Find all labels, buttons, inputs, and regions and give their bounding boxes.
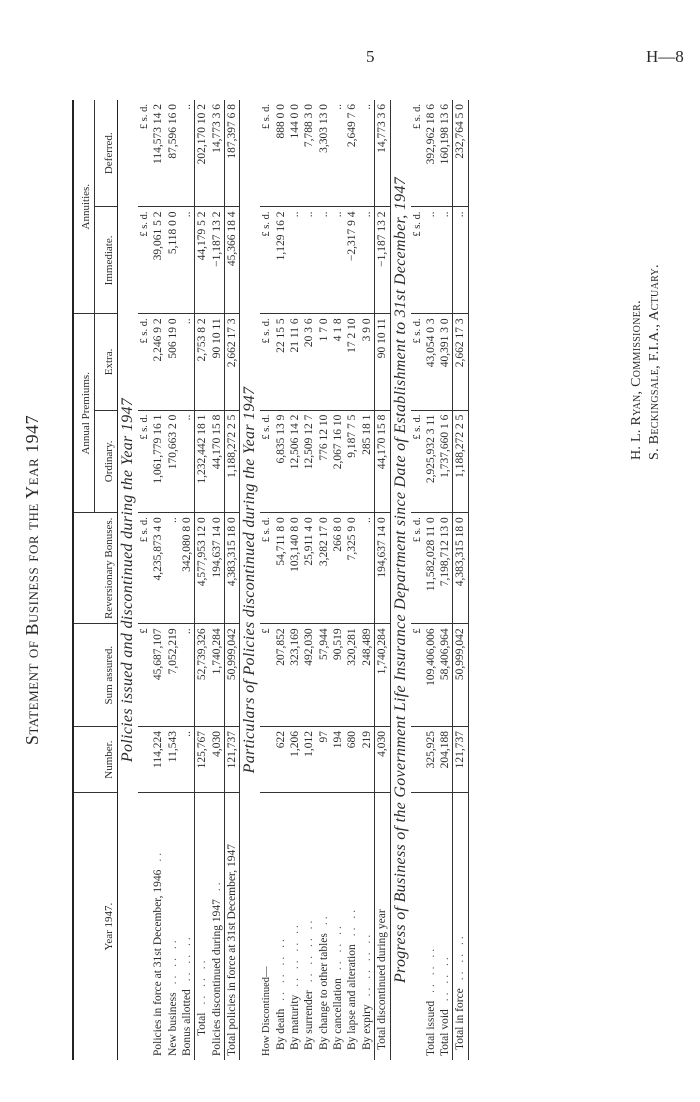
cell-number: 219	[360, 726, 375, 792]
cell-sum: ..	[180, 624, 195, 727]
cell-extra: 90 10 11	[210, 314, 225, 410]
cell-sum: 90,519	[331, 624, 345, 727]
cell-extra: 43,054 0 3	[424, 314, 438, 410]
row-label: By cancellation	[332, 978, 344, 1050]
cell-immediate: ..	[302, 207, 316, 314]
cell-bonus: 342,080 8 0	[180, 513, 195, 624]
unit-label: £ s. d.	[138, 513, 151, 624]
cell-bonus: 4,235,873 4 0	[151, 513, 165, 624]
cell-extra: ..	[180, 314, 195, 410]
table-row	[210, 100, 225, 1060]
row-label: New business	[166, 992, 179, 1056]
section-2-heading: Particulars of Policies discontinued during the Year 1947	[241, 386, 259, 774]
cell-immediate: ..	[360, 207, 375, 314]
row-label: Policies discontinued during 1947	[210, 899, 223, 1056]
cell-sum: 50,999,042	[453, 624, 468, 727]
cell-deferred: ..	[180, 100, 195, 207]
unit-label: £ s. d.	[411, 207, 424, 314]
group-annuities: Annuities.	[73, 100, 95, 314]
cell-bonus: 7,198,712 13 0	[438, 513, 453, 624]
unit-label: £ s. d.	[260, 100, 273, 207]
row-label: How Discontinued—	[261, 966, 273, 1056]
cell-bonus: 4,577,953 12 0	[195, 513, 210, 624]
statement-table	[72, 100, 469, 1060]
cell-number: 680	[345, 726, 359, 792]
group-annual-premiums: Annual Premiums.	[73, 314, 95, 513]
cell-immediate: ..	[317, 207, 331, 314]
cell-number: 125,767	[195, 726, 210, 792]
cell-immediate: −1,187 13 2	[210, 207, 225, 314]
cell-extra: 2,662 17 3	[225, 314, 240, 410]
cell-deferred: ..	[331, 100, 345, 207]
cell-extra: 3 9 0	[360, 314, 375, 410]
cell-bonus: 25,911 4 0	[302, 513, 316, 624]
row-label: By surrender	[303, 990, 316, 1050]
leader-dots: ..	[317, 913, 330, 926]
table-row	[453, 100, 468, 1060]
cell-bonus: 4,383,315 18 0	[453, 513, 468, 624]
cell-sum: 248,489	[360, 624, 375, 727]
unit-label: £ s. d.	[411, 410, 424, 513]
cell-number: 4,030	[375, 726, 390, 792]
table-row	[424, 100, 438, 1060]
table-row	[151, 100, 165, 1060]
leader-dots: ..	[210, 879, 223, 892]
statement-title: Statement of Business for the Year 1947	[22, 414, 42, 746]
cell-deferred: 144 0 0	[288, 100, 302, 207]
cell-extra: 506 19 0	[166, 314, 180, 410]
cell-sum: 1,740,284	[375, 624, 390, 727]
cell-bonus: 7,325 9 0	[345, 513, 359, 624]
unit-label: £	[411, 624, 424, 727]
unit-label: £ s. d.	[138, 410, 151, 513]
cell-bonus: ..	[166, 513, 180, 624]
leader-dots: ..	[152, 849, 165, 862]
cell-ordinary: 1,737,660 1 6	[438, 410, 453, 513]
row-label: Total policies in force at 31st December, 1947	[225, 793, 240, 1060]
table-row	[331, 100, 345, 1060]
row-label: Total issued	[424, 1000, 437, 1056]
cell-number: ..	[180, 726, 195, 792]
cell-number: 11,543	[166, 726, 180, 792]
unit-label: £ s. d.	[138, 100, 151, 207]
unit-label: £ s. d.	[260, 410, 273, 513]
cell-bonus: 4,383,315 18 0	[225, 513, 240, 624]
unit-label: £	[138, 624, 151, 727]
unit-label: £ s. d.	[411, 314, 424, 410]
cell-deferred: 14,773 3 6	[375, 100, 390, 207]
leader-dots: .. .. ..	[424, 945, 437, 993]
cell-ordinary: 2,925,932 3 11	[424, 410, 438, 513]
leader-dots: .. .. ..	[196, 957, 209, 1005]
cell-extra: 40,391 3 0	[438, 314, 453, 410]
cell-ordinary: 2,067 16 10	[331, 410, 345, 513]
unit-label: £ s. d.	[411, 513, 424, 624]
cell-sum: 57,944	[317, 624, 331, 727]
cell-number: 622	[274, 726, 288, 792]
col-sum-assured: Sum assured.	[73, 624, 118, 727]
cell-bonus: 3,282 17 0	[317, 513, 331, 624]
table-row	[438, 100, 453, 1060]
cell-sum: 492,030	[302, 624, 316, 727]
cell-bonus: 11,582,028 11 0	[424, 513, 438, 624]
cell-sum: 323,169	[288, 624, 302, 727]
cell-deferred: 114,573 14 2	[151, 100, 165, 207]
row-label: By change to other tables	[317, 933, 330, 1050]
cell-deferred: 7,788 3 0	[302, 100, 316, 207]
col-extra: Extra.	[95, 314, 118, 410]
cell-ordinary: 1,061,779 16 1	[151, 410, 165, 513]
section-1-heading: Policies issued and discontinued during the Year 1947	[119, 397, 136, 763]
leader-dots: .. .. .. ..	[288, 922, 301, 987]
row-label: Total void	[439, 1009, 451, 1056]
cell-deferred: 2,649 7 6	[345, 100, 359, 207]
table-row	[166, 100, 180, 1060]
cell-immediate: ..	[180, 207, 195, 314]
leader-dots: .. .. .. ..	[274, 936, 287, 1001]
page-number: 5	[366, 47, 375, 66]
cell-extra: 2,662 17 3	[453, 314, 468, 410]
cell-ordinary: 170,663 2 0	[166, 410, 180, 513]
cell-ordinary: 285 18 1	[360, 410, 375, 513]
cell-extra: 20 3 6	[302, 314, 316, 410]
cell-bonus: 266 8 0	[331, 513, 345, 624]
cell-deferred: 160,198 13 6	[438, 100, 453, 207]
cell-number: 121,737	[225, 726, 240, 792]
cell-ordinary: 12,506 14 2	[288, 410, 302, 513]
cell-immediate: −1,187 13 2	[375, 207, 390, 314]
cell-extra: 90 10 11	[375, 314, 390, 410]
cell-number: 194	[331, 726, 345, 792]
cell-deferred: 888 0 0	[274, 100, 288, 207]
cell-immediate: ..	[288, 207, 302, 314]
cell-immediate: ..	[424, 207, 438, 314]
cell-deferred: 392,962 18 6	[424, 100, 438, 207]
table-row	[302, 100, 316, 1060]
table-row	[375, 100, 390, 1060]
table-row	[274, 100, 288, 1060]
table-row	[345, 100, 359, 1060]
cell-ordinary: 44,170 15 8	[210, 410, 225, 513]
row-label: Total discontinued during year	[375, 793, 390, 1060]
col-ordinary: Ordinary.	[95, 410, 118, 513]
table-row	[288, 100, 302, 1060]
cell-ordinary: 776 12 10	[317, 410, 331, 513]
cell-sum: 207,852	[274, 624, 288, 727]
cell-extra: 17 2 10	[345, 314, 359, 410]
row-label: By expiry	[360, 1004, 373, 1050]
cell-ordinary: 1,188,272 2 5	[225, 410, 240, 513]
cell-ordinary: 44,170 15 8	[375, 410, 390, 513]
col-deferred: Deferred.	[95, 100, 118, 207]
section-3-heading: Progress of Business of the Government Life Insurance Department since Date of Establishment to 31st December, 1947	[391, 176, 409, 984]
row-label: Total in force	[454, 988, 467, 1050]
cell-immediate: 45,366 18 4	[225, 207, 240, 314]
leader-dots: .. .. ..	[439, 954, 451, 1002]
unit-label: £ s. d.	[260, 314, 273, 410]
cell-deferred: ..	[360, 100, 375, 207]
cell-number: 121,737	[453, 726, 468, 792]
cell-deferred: 14,773 3 6	[210, 100, 225, 207]
cell-extra: 22 15 5	[274, 314, 288, 410]
cell-deferred: 202,170 10 2	[195, 100, 210, 207]
leader-dots: .. .. .. ..	[303, 917, 316, 983]
row-label: By maturity	[288, 994, 301, 1050]
col-year: Year 1947.	[73, 793, 118, 1060]
row-label: By lapse and alteration	[346, 944, 359, 1050]
cell-ordinary: 6,835 13 9	[274, 410, 288, 513]
cell-immediate: 44,179 5 2	[195, 207, 210, 314]
page-reference: H—8	[646, 47, 684, 66]
unit-label: £ s. d.	[260, 207, 273, 314]
leader-dots: .. .. ..	[180, 934, 193, 982]
cell-extra: 2,246 9 2	[151, 314, 165, 410]
signature-commissioner: H. L. Ryan, Commissioner.	[629, 300, 644, 460]
cell-extra: 4 1 8	[331, 314, 345, 410]
cell-immediate: −2,317 9 4	[345, 207, 359, 314]
row-label: Policies in force at 31st December, 1946	[152, 869, 165, 1056]
table-row	[225, 100, 240, 1060]
cell-ordinary: 12,509 12 7	[302, 410, 316, 513]
cell-number: 4,030	[210, 726, 225, 792]
cell-sum: 50,999,042	[225, 624, 240, 727]
table-row	[180, 100, 195, 1060]
table-row	[360, 100, 375, 1060]
cell-sum: 52,739,326	[195, 624, 210, 727]
table-row	[195, 100, 210, 1060]
unit-label: £ s. d.	[138, 207, 151, 314]
col-number: Number.	[73, 726, 118, 792]
unit-label: £ s. d.	[138, 314, 151, 410]
cell-immediate: ..	[438, 207, 453, 314]
cell-immediate: ..	[331, 207, 345, 314]
unit-label: £ s. d.	[411, 100, 424, 207]
leader-dots: .. .. .. ..	[360, 931, 373, 997]
cell-deferred: 232,764 5 0	[453, 100, 468, 207]
cell-bonus: 54,711 8 0	[274, 513, 288, 624]
leader-dots: .. .. ..	[166, 937, 179, 985]
cell-number: 114,224	[151, 726, 165, 792]
cell-ordinary: 1,232,442 18 1	[195, 410, 210, 513]
cell-sum: 7,052,219	[166, 624, 180, 727]
col-immediate: Immediate.	[95, 207, 118, 314]
cell-ordinary: 1,188,272 2 5	[453, 410, 468, 513]
cell-number: 204,188	[438, 726, 453, 792]
row-label: By death	[274, 1008, 287, 1050]
leader-dots: .. .. ..	[454, 933, 467, 981]
rotated-statement	[22, 100, 682, 1060]
cell-extra: 21 11 6	[288, 314, 302, 410]
unit-label: £	[260, 624, 273, 727]
cell-deferred: 87,596 16 0	[166, 100, 180, 207]
cell-sum: 1,740,284	[210, 624, 225, 727]
cell-deferred: 187,397 6 8	[225, 100, 240, 207]
cell-sum: 320,281	[345, 624, 359, 727]
cell-sum: 109,406,006	[424, 624, 438, 727]
row-label: Bonus allotted	[180, 989, 193, 1056]
cell-bonus: 194,637 14 0	[210, 513, 225, 624]
cell-immediate: ..	[453, 207, 468, 314]
table-row	[317, 100, 331, 1060]
cell-ordinary: ..	[180, 410, 195, 513]
cell-immediate: 5,118 0 0	[166, 207, 180, 314]
signature-actuary: S. Beckingsale, F.I.A., Actuary.	[647, 264, 662, 460]
cell-sum: 58,406,964	[438, 624, 453, 727]
cell-deferred: 3,303 13 0	[317, 100, 331, 207]
cell-bonus: 194,637 14 0	[375, 513, 390, 624]
cell-bonus: 103,140 8 0	[288, 513, 302, 624]
leader-dots: .. .. ..	[332, 923, 344, 971]
cell-bonus: ..	[360, 513, 375, 624]
unit-label: £ s. d.	[260, 513, 273, 624]
cell-ordinary: 9,187 7 5	[345, 410, 359, 513]
cell-number: 325,925	[424, 726, 438, 792]
col-reversionary-bonuses: Reversionary Bonuses.	[73, 513, 118, 624]
cell-extra: 1 7 0	[317, 314, 331, 410]
cell-immediate: 39,061 5 2	[151, 207, 165, 314]
cell-sum: 45,687,107	[151, 624, 165, 727]
cell-number: 1,206	[288, 726, 302, 792]
leader-dots: .. ..	[346, 906, 359, 937]
cell-immediate: 1,129 16 2	[274, 207, 288, 314]
cell-number: 1,012	[302, 726, 316, 792]
cell-extra: 2,753 8 2	[195, 314, 210, 410]
row-label: Total	[196, 1012, 209, 1036]
cell-number: 97	[317, 726, 331, 792]
